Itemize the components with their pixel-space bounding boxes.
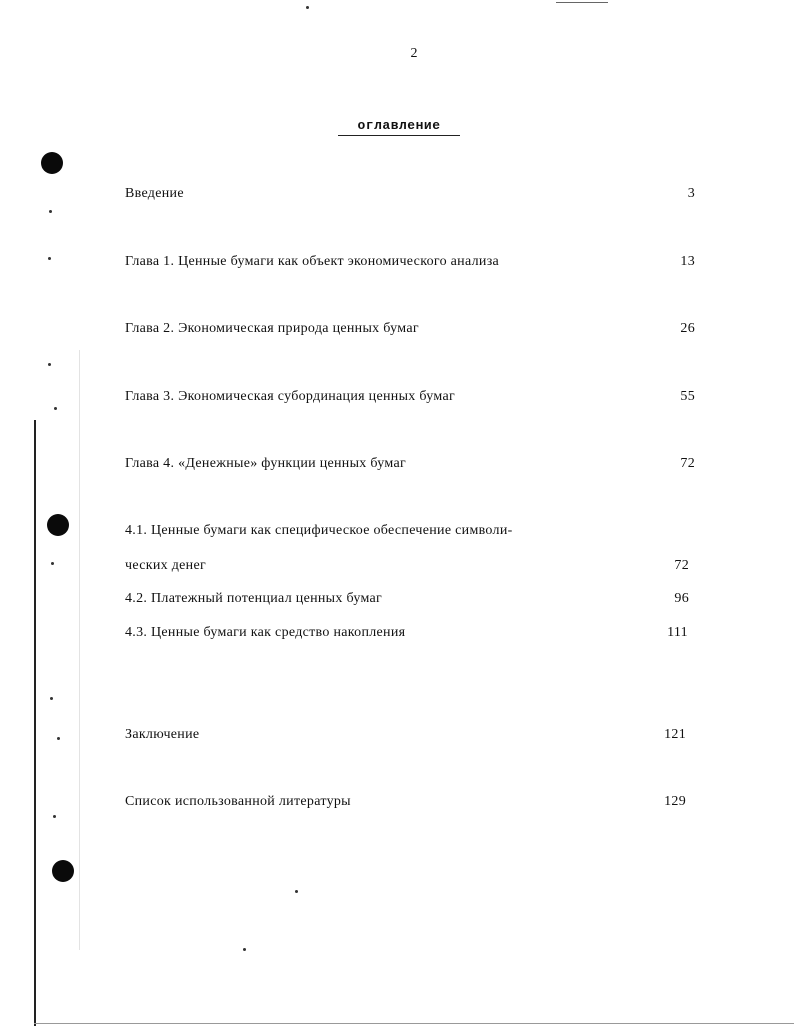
toc-entry-page: 111 <box>667 625 688 640</box>
toc-entry-page: 121 <box>664 727 686 742</box>
toc-entry-label: Глава 1. Ценные бумаги как объект экономического анализа <box>125 254 500 269</box>
page-number: 2 <box>410 46 418 61</box>
toc-entry-page: 96 <box>674 591 689 606</box>
scan-speck <box>295 890 298 893</box>
toc-entry-label: Глава 2. Экономическая природа ценных бумаг <box>125 321 419 336</box>
page-spine-edge <box>34 420 36 1026</box>
scan-speck <box>53 815 56 818</box>
toc-entry-label: Введение <box>125 186 184 201</box>
toc-entry-page: 72 <box>674 558 689 573</box>
toc-entry-page: 55 <box>680 389 695 404</box>
toc-entry-label: Глава 4. «Денежные» функции ценных бумаг <box>125 456 407 471</box>
toc-entry-page: 72 <box>680 456 695 471</box>
scan-speck <box>49 210 52 213</box>
page-spine-shadow <box>79 350 80 950</box>
page-bottom-edge <box>34 1023 794 1024</box>
toc-entry-label: Глава 3. Экономическая субординация ценных бумаг <box>125 389 456 404</box>
toc-entry-page: 3 <box>687 186 695 201</box>
punch-hole-bottom <box>52 860 74 882</box>
toc-entry-page: 26 <box>680 321 695 336</box>
toc-entry-label: 4.1. Ценные бумаги как специфическое обеспечение символи- <box>125 523 513 538</box>
punch-hole-top <box>41 152 63 174</box>
scan-speck <box>51 562 54 565</box>
scan-speck <box>243 948 246 951</box>
toc-entry-page: 13 <box>680 254 695 269</box>
scan-speck <box>57 737 60 740</box>
scan-speck <box>50 697 53 700</box>
scan-artifact-line-top <box>556 2 608 3</box>
toc-entry-label: 4.2. Платежный потенциал ценных бумаг <box>125 591 383 606</box>
toc-title: оглавление <box>338 118 460 136</box>
toc-entry-label: Заключение <box>125 727 200 742</box>
toc-entry-label: ческих денег <box>125 558 206 573</box>
scan-speck <box>48 257 51 260</box>
scan-speck <box>48 363 51 366</box>
scan-speck <box>306 6 309 9</box>
toc-entry-label: Список использованной литературы <box>125 794 351 809</box>
toc-entry-label: 4.3. Ценные бумаги как средство накопления <box>125 625 406 640</box>
punch-hole-middle <box>47 514 69 536</box>
toc-entry-page: 129 <box>664 794 686 809</box>
scan-speck <box>54 407 57 410</box>
